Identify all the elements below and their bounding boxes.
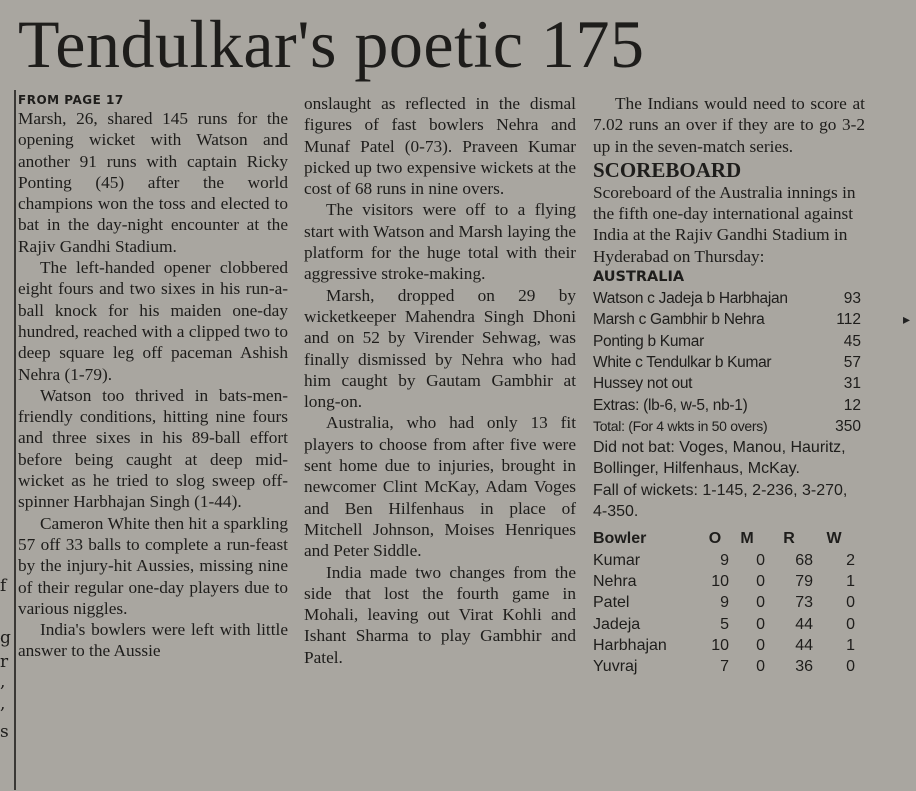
runs: 112 <box>836 311 861 329</box>
maidens: 0 <box>756 615 765 633</box>
runs: 68 <box>795 551 813 569</box>
wickets: 1 <box>846 572 855 590</box>
wickets: 1 <box>846 636 855 654</box>
batting-row <box>593 352 861 373</box>
overs: 9 <box>720 551 729 569</box>
paragraph: India made two changes from the side that lost the fourth game in Mohali, leaving out Virat Kohli and Ishant Sharma to play Gambhir and Patel. <box>304 562 576 667</box>
batting-card <box>593 288 865 437</box>
batting-row <box>593 288 861 309</box>
bowler: Kumar <box>593 551 641 569</box>
paragraph: Marsh, 26, shared 145 runs for the opening wicket with Watson and another 91 runs with captain Ricky Ponting (45) after the world champions won the toss and elected to bat in the day-night encounter at the Rajiv Gandhi Stadium. <box>18 109 288 256</box>
maidens: 0 <box>756 572 765 590</box>
runs: 36 <box>795 658 813 676</box>
paragraph: Australia, who had only 13 fit players to choose from after five were sent home due to injuries, brought in newcomer Clint McKay, Adam Voges and Ben Hilfenhaus in place of Mitchell Johnson, Moises Henriques and Peter Siddle. <box>304 413 576 561</box>
margin-fragment: f <box>0 576 7 596</box>
runs: 45 <box>843 332 861 350</box>
bowling-row <box>593 571 855 592</box>
runs: 73 <box>795 594 813 612</box>
column-rule <box>14 90 16 790</box>
maidens: 0 <box>756 594 765 612</box>
bowling-row <box>593 656 855 677</box>
fall-of-wickets: Fall of wickets: 1-145, 2-236, 3-270, 4-350. <box>593 481 848 521</box>
batting-row <box>593 331 861 352</box>
runs: 57 <box>843 353 861 371</box>
runs: 12 <box>843 396 861 414</box>
wickets: 2 <box>846 551 855 569</box>
bowler: Patel <box>593 594 630 612</box>
margin-fragment: r <box>0 652 9 672</box>
bowling-row <box>593 592 855 613</box>
paragraph: Marsh, dropped on 29 by wicketkeeper Mahendra Singh Dhoni and on 52 by Virender Sehwag, was finally dismissed by Nehra who had him caught by Gautam Gambhir at long-on. <box>304 285 576 412</box>
paragraph: India's bowlers were left with little answer to the Aussie <box>18 620 288 661</box>
bowling-row <box>593 614 855 635</box>
wickets: 0 <box>846 615 855 633</box>
scoreboard-heading: SCOREBOARD <box>593 157 742 182</box>
extras-row <box>593 395 861 416</box>
runs: 350 <box>835 417 861 435</box>
batsman: Hussey not out <box>593 375 693 393</box>
kicker: FROM PAGE 17 <box>18 93 124 107</box>
runs: 93 <box>843 290 861 308</box>
pin-mark-icon: ▸ <box>902 312 910 328</box>
team-name: AUSTRALIA <box>593 269 685 286</box>
scoreboard-intro: Scoreboard of the Australia innings in the fifth one-day international against India at the Rajiv Gandhi Stadium in Hyderabad on Thursday: <box>593 182 856 266</box>
margin-fragment: , <box>0 694 6 714</box>
bowling-row <box>593 635 855 656</box>
wickets: 0 <box>846 658 855 676</box>
batsman: Marsh c Gambhir b Nehra <box>593 311 765 329</box>
total-label: Total: (For 4 wkts in 50 overs) <box>593 417 768 434</box>
maidens: 0 <box>756 658 765 676</box>
paragraph: The visitors were off to a flying start with Watson and Marsh laying the platform for the huge total with their aggressive stroke-making. <box>304 200 576 284</box>
bowling-header-row <box>593 528 855 549</box>
paragraph: Watson too thrived in bats-men-friendly conditions, hitting nine fours and three sixes in his 89-ball effort before being caught at deep mid-wicket as he tried to slog sweep off-spinner Harbhajan Singh (1-44). <box>18 385 288 512</box>
runs: 44 <box>795 615 813 633</box>
did-not-bat: Did not bat: Voges, Manou, Hauritz, Bollinger, Hilfenhaus, McKay. <box>593 439 846 478</box>
wickets: 0 <box>846 594 855 612</box>
article-column-1 <box>18 93 288 662</box>
bowler: Nehra <box>593 572 637 590</box>
bowler: Yuvraj <box>593 658 638 676</box>
article-column-2 <box>304 93 576 668</box>
overs: 9 <box>720 594 729 612</box>
header-overs: O <box>708 530 722 548</box>
maidens: 0 <box>756 551 765 569</box>
header-bowler: Bowler <box>593 530 647 548</box>
bowler: Harbhajan <box>593 636 667 654</box>
batting-row <box>593 373 861 394</box>
overs: 10 <box>711 572 729 590</box>
article-column-3 <box>593 93 865 677</box>
batsman: Watson c Jadeja b Harbhajan <box>593 290 788 308</box>
header-runs: R <box>783 530 795 548</box>
headline: Tendulkar's poetic 175 <box>18 6 645 82</box>
margin-fragment: g <box>0 628 11 648</box>
runs: 79 <box>795 572 813 590</box>
batting-row <box>593 309 861 330</box>
extras-label: Extras: (lb-6, w-5, nb-1) <box>593 396 748 414</box>
overs: 5 <box>720 615 729 633</box>
header-wickets: W <box>826 530 842 548</box>
bowling-table <box>593 528 855 677</box>
batsman: White c Tendulkar b Kumar <box>593 353 772 371</box>
paragraph: The Indians would need to score at 7.02 runs an over if they are to go 3-2 up in the seven-match series. <box>593 94 865 156</box>
paragraph: Cameron White then hit a sparkling 57 off 33 balls to complete a run-feast by the injury-hit Aussies, missing nine of their regular one-day players due to various niggles. <box>18 513 288 618</box>
margin-fragment: s <box>0 722 9 742</box>
paragraph: The left-handed opener clobbered eight fours and two sixes in his run-a-ball knock for his maiden one-day hundred, reached with a clipped two to deep square leg off paceman Ashish Nehra (1-79). <box>18 258 288 384</box>
margin-fragment: , <box>0 672 6 692</box>
overs: 7 <box>720 658 729 676</box>
overs: 10 <box>711 636 729 654</box>
bowler: Jadeja <box>593 615 641 633</box>
runs: 31 <box>843 375 861 393</box>
batsman: Ponting b Kumar <box>593 332 704 350</box>
paragraph: onslaught as reflected in the dismal figures of fast bowlers Nehra and Munaf Patel (0-73). Praveen Kumar picked up two expensive wickets at the cost of 68 runs in nine overs. <box>304 94 576 199</box>
total-row <box>593 416 861 437</box>
runs: 44 <box>795 636 813 654</box>
header-maidens: M <box>740 530 754 548</box>
bowling-row <box>593 550 855 571</box>
maidens: 0 <box>756 636 765 654</box>
